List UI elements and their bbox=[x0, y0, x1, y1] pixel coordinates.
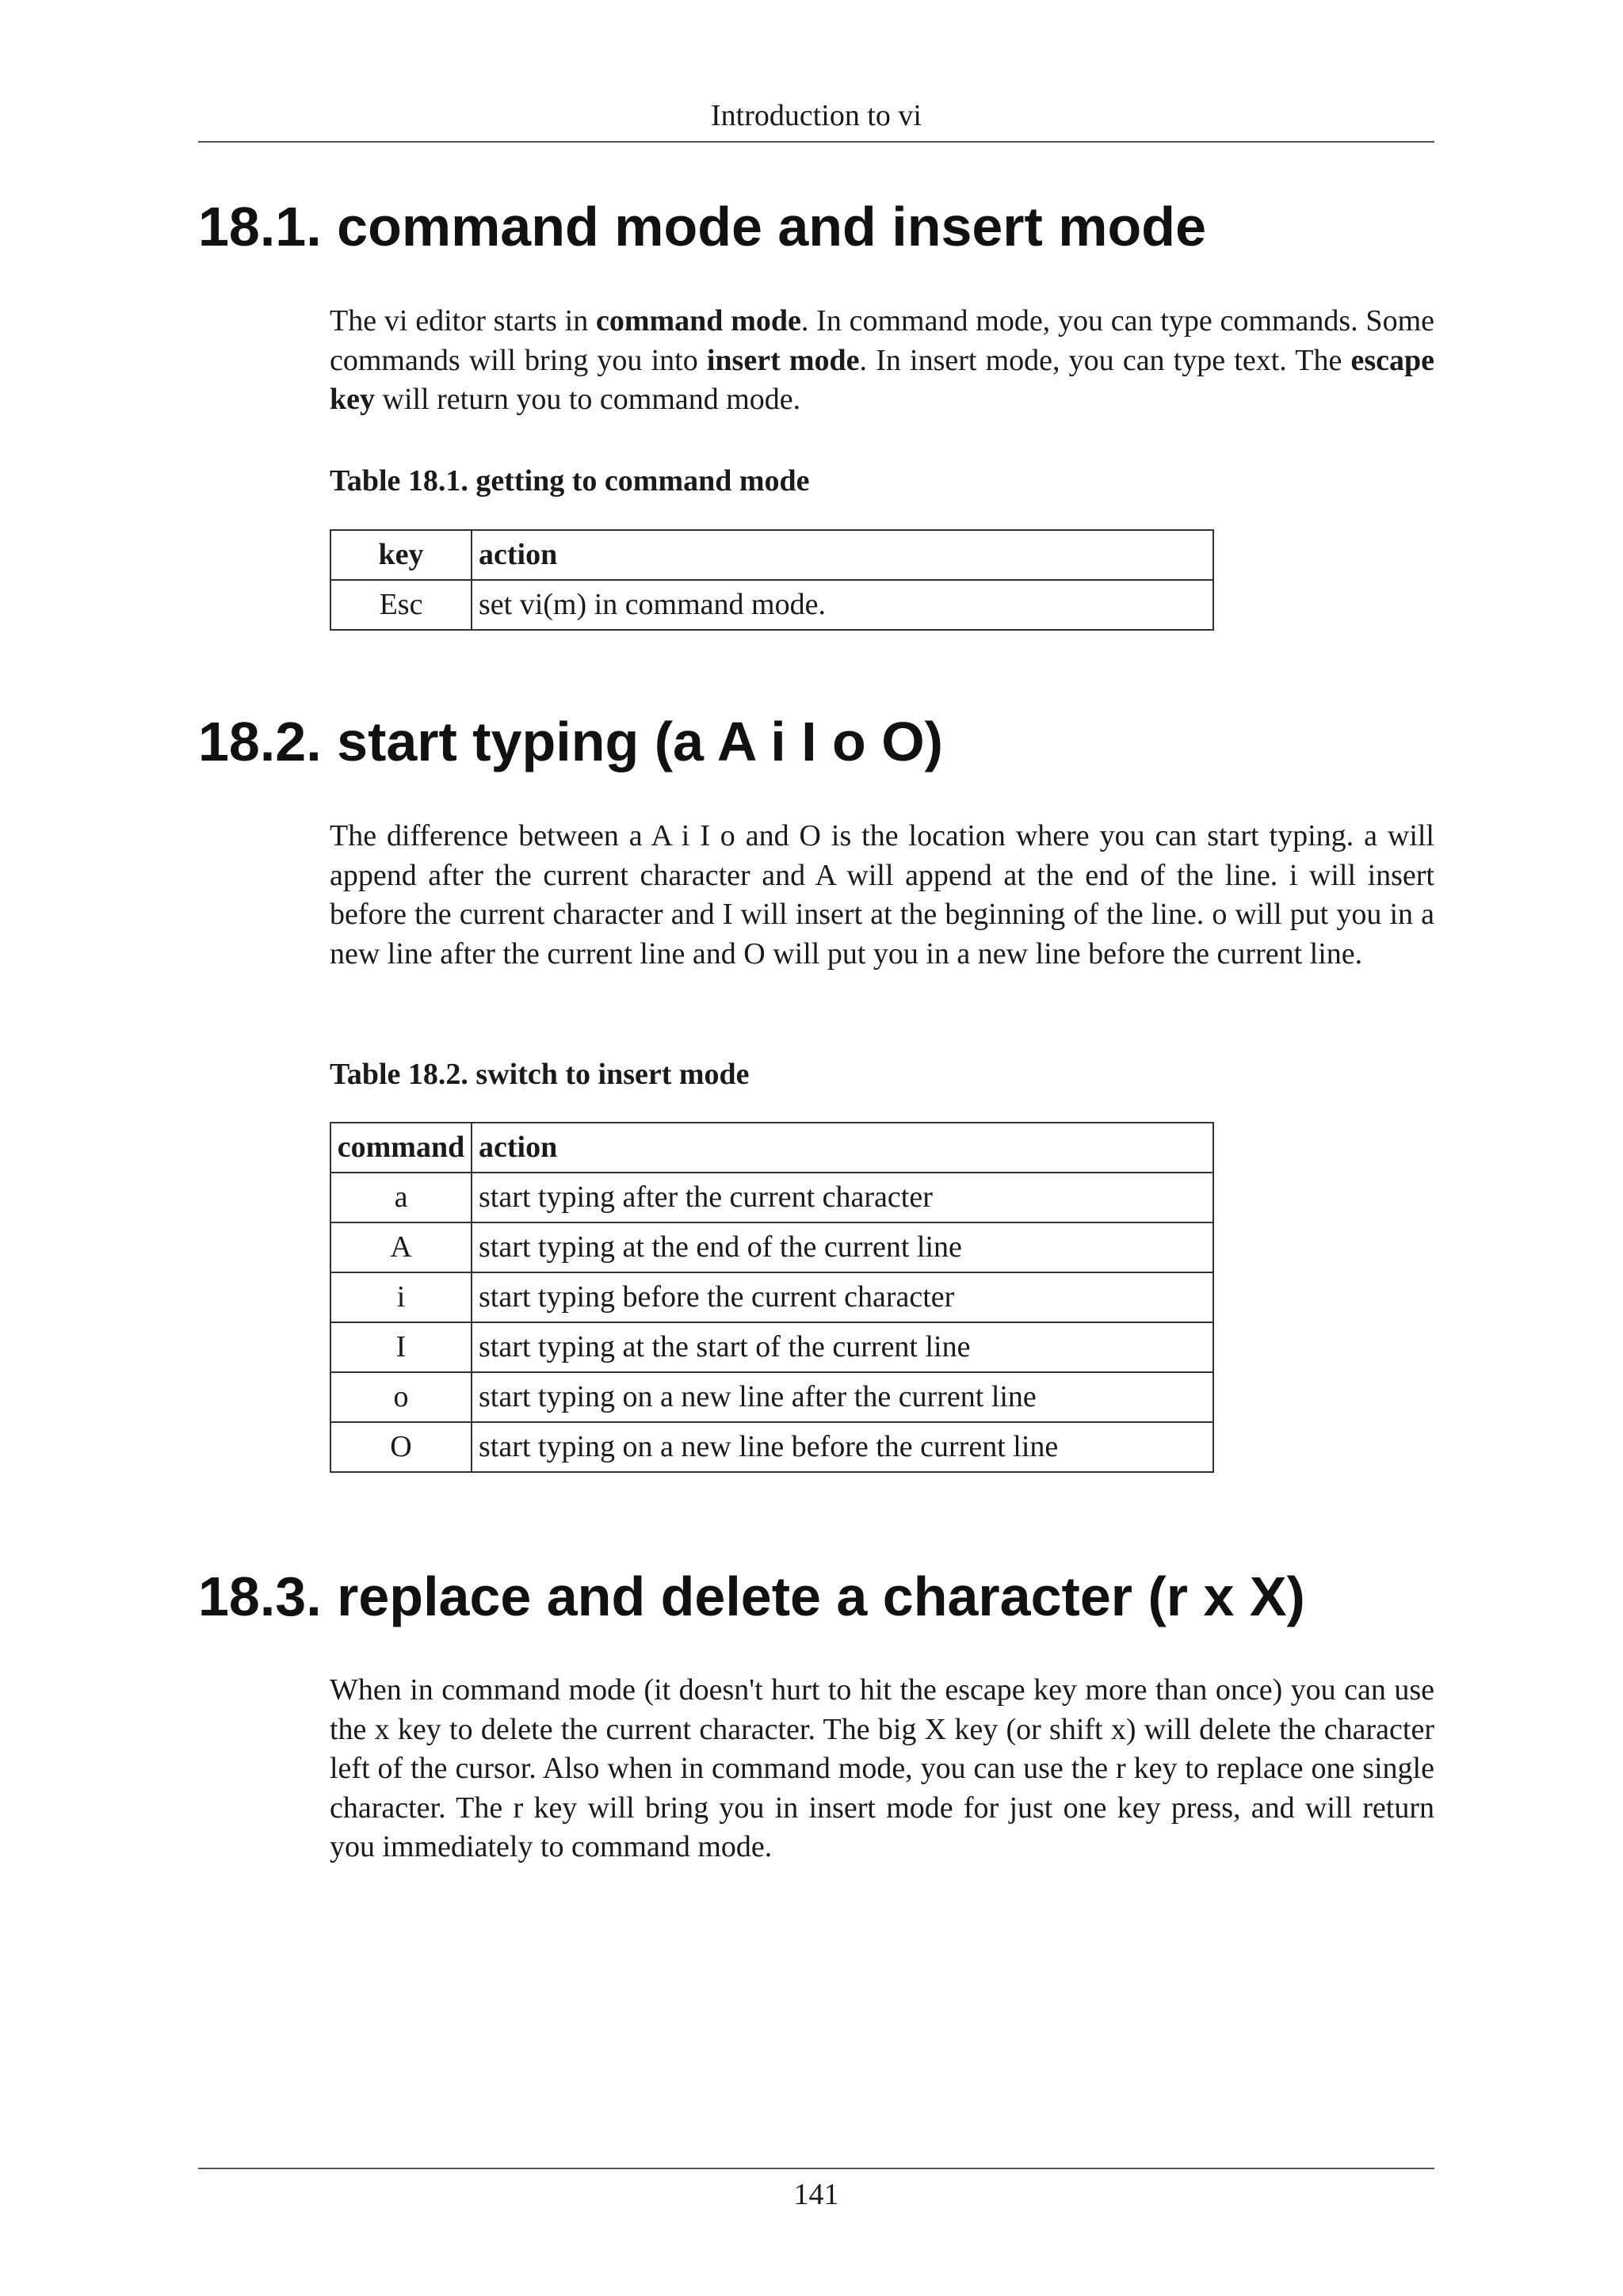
page-number: 141 bbox=[793, 2178, 839, 2211]
section-18-1-paragraph bbox=[330, 302, 1434, 420]
running-title: Introduction to vi bbox=[711, 99, 922, 132]
table-row bbox=[330, 1173, 1213, 1222]
page-footer bbox=[198, 2168, 1434, 2217]
section-18-3-paragraph: When in command mode (it doesn't hurt to hit the escape key more than once) you can use the x key to delete the current character. The big X key (or shift x) will delete the character left of the cursor. Also when in command mode, you can use the r key to replace one single character. The r key will bring you in insert mode for just one key press, and will return you immediately to command mode. bbox=[330, 1673, 1434, 1863]
section-heading-18-2: 18.2. start typing (a A i I o O) bbox=[198, 711, 943, 772]
para-text: will return you to command mode. bbox=[375, 383, 801, 416]
table-row bbox=[330, 1322, 1213, 1372]
table-row bbox=[330, 1272, 1213, 1322]
para-text: . In insert mode, you can type text. The bbox=[859, 343, 1351, 377]
table-header-row bbox=[330, 1123, 1213, 1173]
cell-command: o bbox=[330, 1372, 472, 1422]
para-bold-escape-key: escape key bbox=[330, 343, 1435, 416]
cell-command: I bbox=[330, 1322, 472, 1372]
table-18-2 bbox=[330, 1122, 1214, 1473]
cell-action: start typing at the end of the current line bbox=[472, 1222, 1213, 1272]
table-header-row bbox=[330, 530, 1213, 580]
table-row bbox=[330, 1372, 1213, 1422]
cell-key: Esc bbox=[330, 580, 472, 630]
column-header-key: key bbox=[330, 530, 472, 580]
section-heading-18-3: 18.3. replace and delete a character (r x X) bbox=[198, 1566, 1305, 1627]
table-18-1-caption: Table 18.1. getting to command mode bbox=[330, 464, 810, 498]
para-bold-insert-mode: insert mode bbox=[706, 343, 860, 377]
table-row bbox=[330, 1422, 1213, 1472]
cell-action: start typing at the start of the current line bbox=[472, 1322, 1213, 1372]
cell-action: start typing after the current character bbox=[472, 1173, 1213, 1222]
cell-action: start typing on a new line before the current line bbox=[472, 1422, 1213, 1472]
column-header-action: action bbox=[472, 1123, 1213, 1173]
cell-command: a bbox=[330, 1173, 472, 1222]
cell-command: i bbox=[330, 1272, 472, 1322]
cell-action: start typing on a new line after the current line bbox=[472, 1372, 1213, 1422]
para-bold-command-mode: command mode bbox=[596, 304, 801, 338]
cell-action: start typing before the current character bbox=[472, 1272, 1213, 1322]
running-header bbox=[198, 93, 1434, 143]
cell-command: O bbox=[330, 1422, 472, 1472]
table-18-1 bbox=[330, 529, 1214, 631]
table-row bbox=[330, 1222, 1213, 1272]
para-text: . In command mode, you can type commands. Some commands will bring you into bbox=[330, 304, 1434, 377]
column-header-command: command bbox=[330, 1123, 472, 1173]
cell-action: set vi(m) in command mode. bbox=[472, 580, 1213, 630]
section-heading-18-1: 18.1. command mode and insert mode bbox=[198, 196, 1206, 257]
table-row bbox=[330, 580, 1213, 630]
cell-command: A bbox=[330, 1222, 472, 1272]
column-header-action: action bbox=[472, 530, 1213, 580]
para-text: The vi editor starts in bbox=[330, 304, 596, 338]
table-18-2-caption: Table 18.2. switch to insert mode bbox=[330, 1058, 750, 1091]
section-18-2-paragraph: The difference between a A i I o and O is the location where you can start typing. a will append after the current character and A will append at the end of the line. i will insert before the current character and I will insert at the beginning of the line. o will put you in a new line after the current line and O will put you in a new line before the current line. bbox=[330, 819, 1434, 971]
